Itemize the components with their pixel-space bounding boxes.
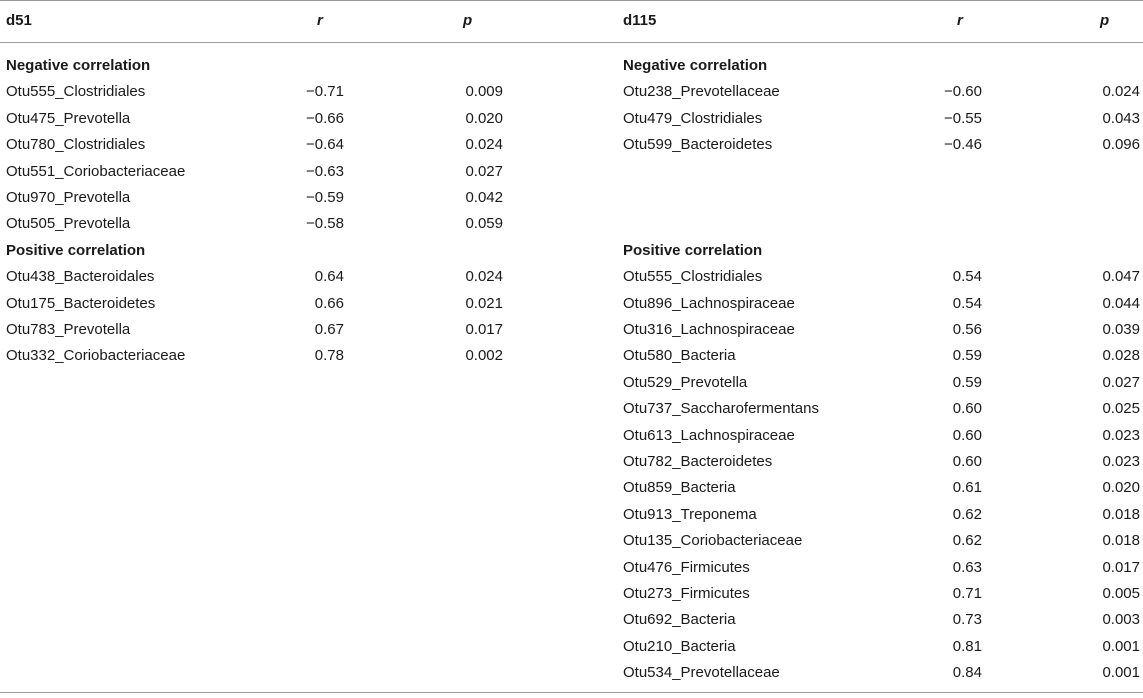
right-negative-section-label: Negative correlation [623,57,768,74]
otu-name: Otu438_Bacteroidales [6,268,155,286]
p-value: 0.001 [1102,637,1140,655]
p-value: 0.002 [465,347,503,365]
p-value: 0.028 [1102,347,1140,365]
otu-name: Otu859_Bacteria [623,479,736,497]
r-value: 0.63 [952,558,982,576]
right-group-header: d115 [623,12,657,29]
otu-name: Otu970_Prevotella [6,189,131,206]
otu-name: Otu505_Prevotella [6,215,131,233]
r-value: 0.67 [314,321,344,338]
r-value: −0.60 [944,83,982,101]
right-r-header: r [957,12,963,29]
p-value: 0.096 [1102,136,1140,154]
r-value: −0.59 [306,189,344,206]
p-value: 0.059 [465,215,503,233]
otu-name: Otu529_Prevotella [623,373,748,391]
p-value: 0.024 [465,136,503,154]
otu-name: Otu332_Coriobacteriaceae [6,347,186,365]
otu-name: Otu475_Prevotella [6,109,131,127]
r-value: 0.59 [952,373,982,391]
p-value: 0.047 [1102,268,1140,286]
p-value: 0.023 [1102,453,1140,470]
otu-name: Otu479_Clostridiales [623,109,763,127]
left-p-header: p [463,12,473,29]
otu-name: Otu316_Lachnospiraceae [623,321,795,338]
otu-name: Otu783_Prevotella [6,321,131,338]
otu-name: Otu692_Bacteria [623,611,736,629]
otu-name: Otu551_Coriobacteriaceae [6,162,186,180]
p-value: 0.027 [1102,373,1140,391]
otu-name: Otu273_Firmicutes [623,585,750,602]
r-value: 0.66 [314,294,344,312]
r-value: 0.60 [952,453,982,470]
p-value: 0.020 [1102,479,1140,497]
r-value: 0.56 [952,321,982,338]
top-rule [0,0,1143,1]
right-positive-section-label: Positive correlation [623,241,763,259]
r-value: 0.73 [952,611,982,629]
otu-name: Otu555_Clostridiales [6,83,146,101]
r-value: −0.63 [306,162,344,180]
r-value: −0.64 [306,136,344,154]
p-value: 0.023 [1102,426,1140,444]
r-value: 0.60 [952,426,982,444]
p-value: 0.017 [1102,558,1140,576]
p-value: 0.043 [1102,109,1140,127]
r-value: 0.54 [952,268,982,286]
r-value: 0.61 [952,479,982,497]
r-value: 0.59 [952,347,982,365]
otu-name: Otu580_Bacteria [623,347,736,365]
otu-name: Otu737_Saccharofermentans [623,400,819,418]
p-value: 0.005 [1102,585,1140,602]
r-value: 0.81 [952,637,982,655]
r-value: 0.78 [314,347,344,365]
otu-name: Otu135_Coriobacteriaceae [623,532,803,550]
p-value: 0.024 [1102,83,1140,101]
otu-name: Otu476_Firmicutes [623,558,750,576]
r-value: −0.55 [944,109,982,127]
left-group-header: d51 [6,12,32,29]
right-p-header: p [1100,12,1110,29]
bottom-rule [0,692,1143,693]
r-value: 0.60 [952,400,982,418]
r-value: 0.62 [952,505,982,523]
p-value: 0.003 [1102,611,1140,629]
left-r-header: r [317,12,323,29]
left-negative-section-label: Negative correlation [6,57,151,74]
p-value: 0.024 [465,268,503,286]
p-value: 0.025 [1102,400,1140,418]
otu-name: Otu896_Lachnospiraceae [623,294,795,312]
otu-name: Otu555_Clostridiales [623,268,763,286]
p-value: 0.042 [465,189,503,206]
otu-name: Otu613_Lachnospiraceae [623,426,795,444]
otu-name: Otu534_Prevotellaceae [623,664,780,682]
p-value: 0.044 [1102,294,1140,312]
p-value: 0.018 [1102,505,1140,523]
r-value: 0.64 [314,268,344,286]
p-value: 0.021 [465,294,503,312]
header-rule [0,42,1143,43]
otu-name: Otu599_Bacteroidetes [623,136,773,154]
p-value: 0.039 [1102,321,1140,338]
otu-name: Otu782_Bacteroidetes [623,453,773,470]
p-value: 0.017 [465,321,503,338]
p-value: 0.009 [465,83,503,101]
r-value: 0.71 [952,585,982,602]
r-value: −0.46 [944,136,982,154]
p-value: 0.018 [1102,532,1140,550]
p-value: 0.027 [465,162,503,180]
r-value: 0.54 [952,294,982,312]
left-positive-section-label: Positive correlation [6,241,146,259]
r-value: −0.66 [306,109,344,127]
otu-name: Otu780_Clostridiales [6,136,146,154]
r-value: 0.62 [952,532,982,550]
p-value: 0.020 [465,109,503,127]
r-value: −0.71 [306,83,344,101]
otu-name: Otu238_Prevotellaceae [623,83,780,101]
otu-name: Otu913_Treponema [623,505,757,523]
p-value: 0.001 [1102,664,1140,682]
otu-name: Otu175_Bacteroidetes [6,294,156,312]
otu-name: Otu210_Bacteria [623,637,736,655]
r-value: 0.84 [952,664,982,682]
r-value: −0.58 [306,215,344,233]
